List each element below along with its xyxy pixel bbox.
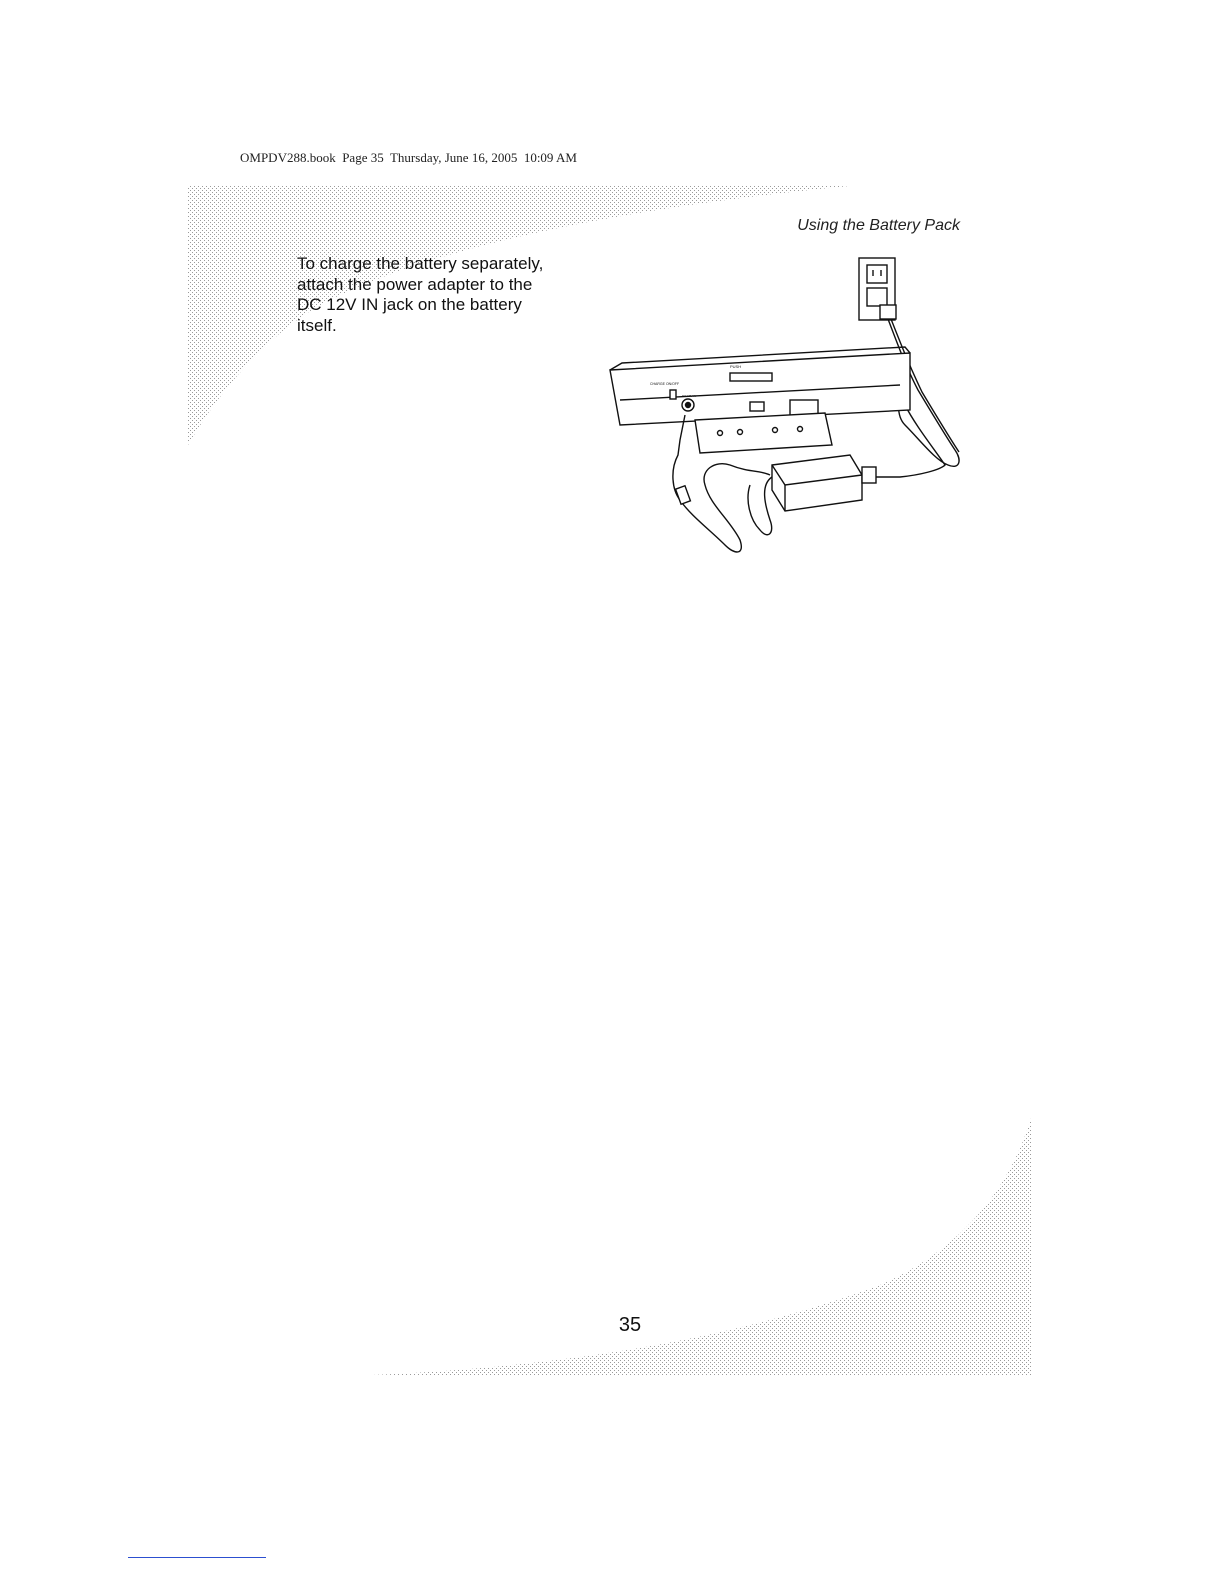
instruction-line: DC 12V IN jack on the battery <box>297 295 522 314</box>
battery-charging-illustration <box>600 255 970 565</box>
instruction-line: To charge the battery separately, <box>297 254 544 273</box>
charge-switch-label: CHARGE ON/OFF <box>650 382 680 386</box>
battery-pack-icon <box>610 347 910 425</box>
section-title: Using the Battery Pack <box>797 217 960 234</box>
book-file-header: OMPDV288.book Page 35 Thursday, June 16, 2005 10:09 AM <box>240 150 577 165</box>
instruction-paragraph <box>297 254 597 336</box>
instruction-line: attach the power adapter to the <box>297 274 533 294</box>
footer-rule <box>128 1557 266 1558</box>
push-label: PUSH <box>730 364 742 369</box>
bottom-swoosh-shape <box>372 1115 1032 1375</box>
battery-base-plate-icon <box>695 413 832 453</box>
page-number: 35 <box>618 1314 642 1336</box>
instruction-line: itself. <box>297 315 337 335</box>
power-adapter-icon <box>748 455 876 535</box>
dc-in-label: DC 12V IN <box>682 394 697 398</box>
